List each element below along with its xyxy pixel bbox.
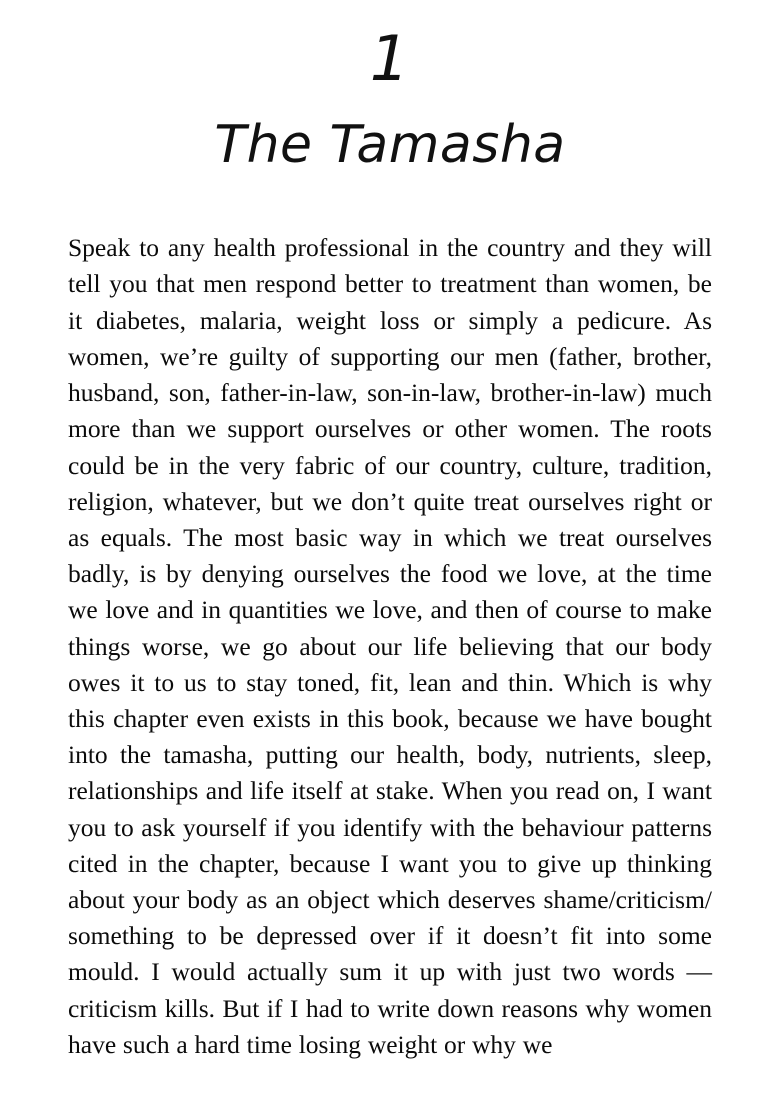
chapter-number: 1: [369, 22, 411, 95]
paragraph: Speak to any health professional in the country and they will tell you that men respond better to treatment than women, be it diabetes, malaria, weight loss or simply a pedicure. As women, we’re guilty of supporting our men (father, brother, husband, son, father-in-law, son-in-law, brother-in-law) much more than we support ourselves or other women. The roots could be in the very fabric of our country, culture, tradition, religion, whatever, but we don’t quite treat ourselves right or as equals. The most basic way in which we treat ourselves badly, is by denying ourselves the food we love, at the time we love and in quantities we love, and then of course to make things worse, we go about our life believing that our body owes it to us to stay toned, fit, lean and thin. Which is why this chapter even exists in this book, because we have bought into the tamasha, putting our health, body, nutrients, sleep, relationships and life itself at stake. When you read on, I want you to ask yourself if you identify with the behaviour patterns cited in the chapter, because I want you to give up thinking about your body as an object which deserves shame/criticism/ something to be depressed over if it doesn’t fit into some mould. I would actually sum it up with just two words — criticism kills. But if I had to write down reasons why women have such a hard time losing weight or why we: [68, 233, 712, 1059]
body-text: [68, 174, 712, 1063]
chapter-title: The Tamasha: [214, 115, 566, 176]
